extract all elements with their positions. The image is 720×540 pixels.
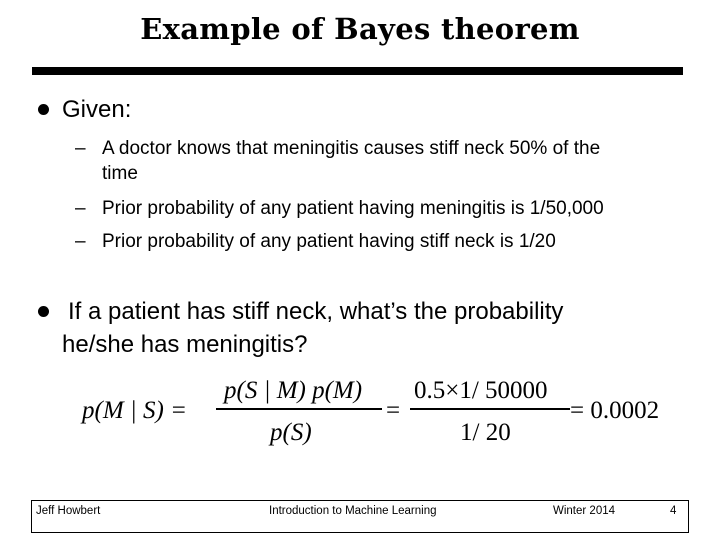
given-item-2: Prior probability of any patient having meningitis is 1/50,000 [102, 198, 604, 219]
formula-frac2-denominator: 1/ 20 [460, 419, 511, 446]
formula-eq2: = [386, 397, 401, 424]
bullet-question-icon [38, 306, 49, 317]
bayes-formula [80, 370, 680, 450]
title-divider [32, 67, 683, 75]
formula-frac1-denominator: p(S) [270, 419, 312, 446]
dash-icon: – [75, 231, 86, 252]
dash-icon: – [75, 198, 86, 219]
bullet-given-icon [38, 104, 49, 115]
footer-author: Jeff Howbert [36, 505, 101, 517]
formula-frac2-bar [410, 408, 570, 410]
formula-frac1-numerator: p(S | M) p(M) [224, 377, 363, 404]
formula-frac2-numerator: 0.5×1/ 50000 [414, 377, 548, 404]
footer-course: Introduction to Machine Learning [269, 505, 437, 517]
given-item-1-line1: A doctor knows that meningitis causes stiff neck 50% of the [102, 138, 601, 159]
question-line1: If a patient has stiff neck, what’s the probability [68, 298, 564, 325]
slide-title: Example of Bayes theorem [140, 12, 580, 46]
given-item-3: Prior probability of any patient having stiff neck is 1/20 [102, 231, 556, 252]
formula-frac1-bar [216, 408, 382, 410]
formula-result: = 0.0002 [570, 397, 660, 424]
given-heading: Given: [62, 96, 132, 123]
footer-page-number: 4 [670, 505, 677, 517]
footer-term: Winter 2014 [553, 505, 616, 517]
given-item-1-line2: time [102, 163, 138, 184]
question-line2: he/she has meningitis? [62, 331, 308, 358]
formula-lhs: p(M | S) = [82, 397, 187, 424]
dash-icon: – [75, 138, 86, 159]
